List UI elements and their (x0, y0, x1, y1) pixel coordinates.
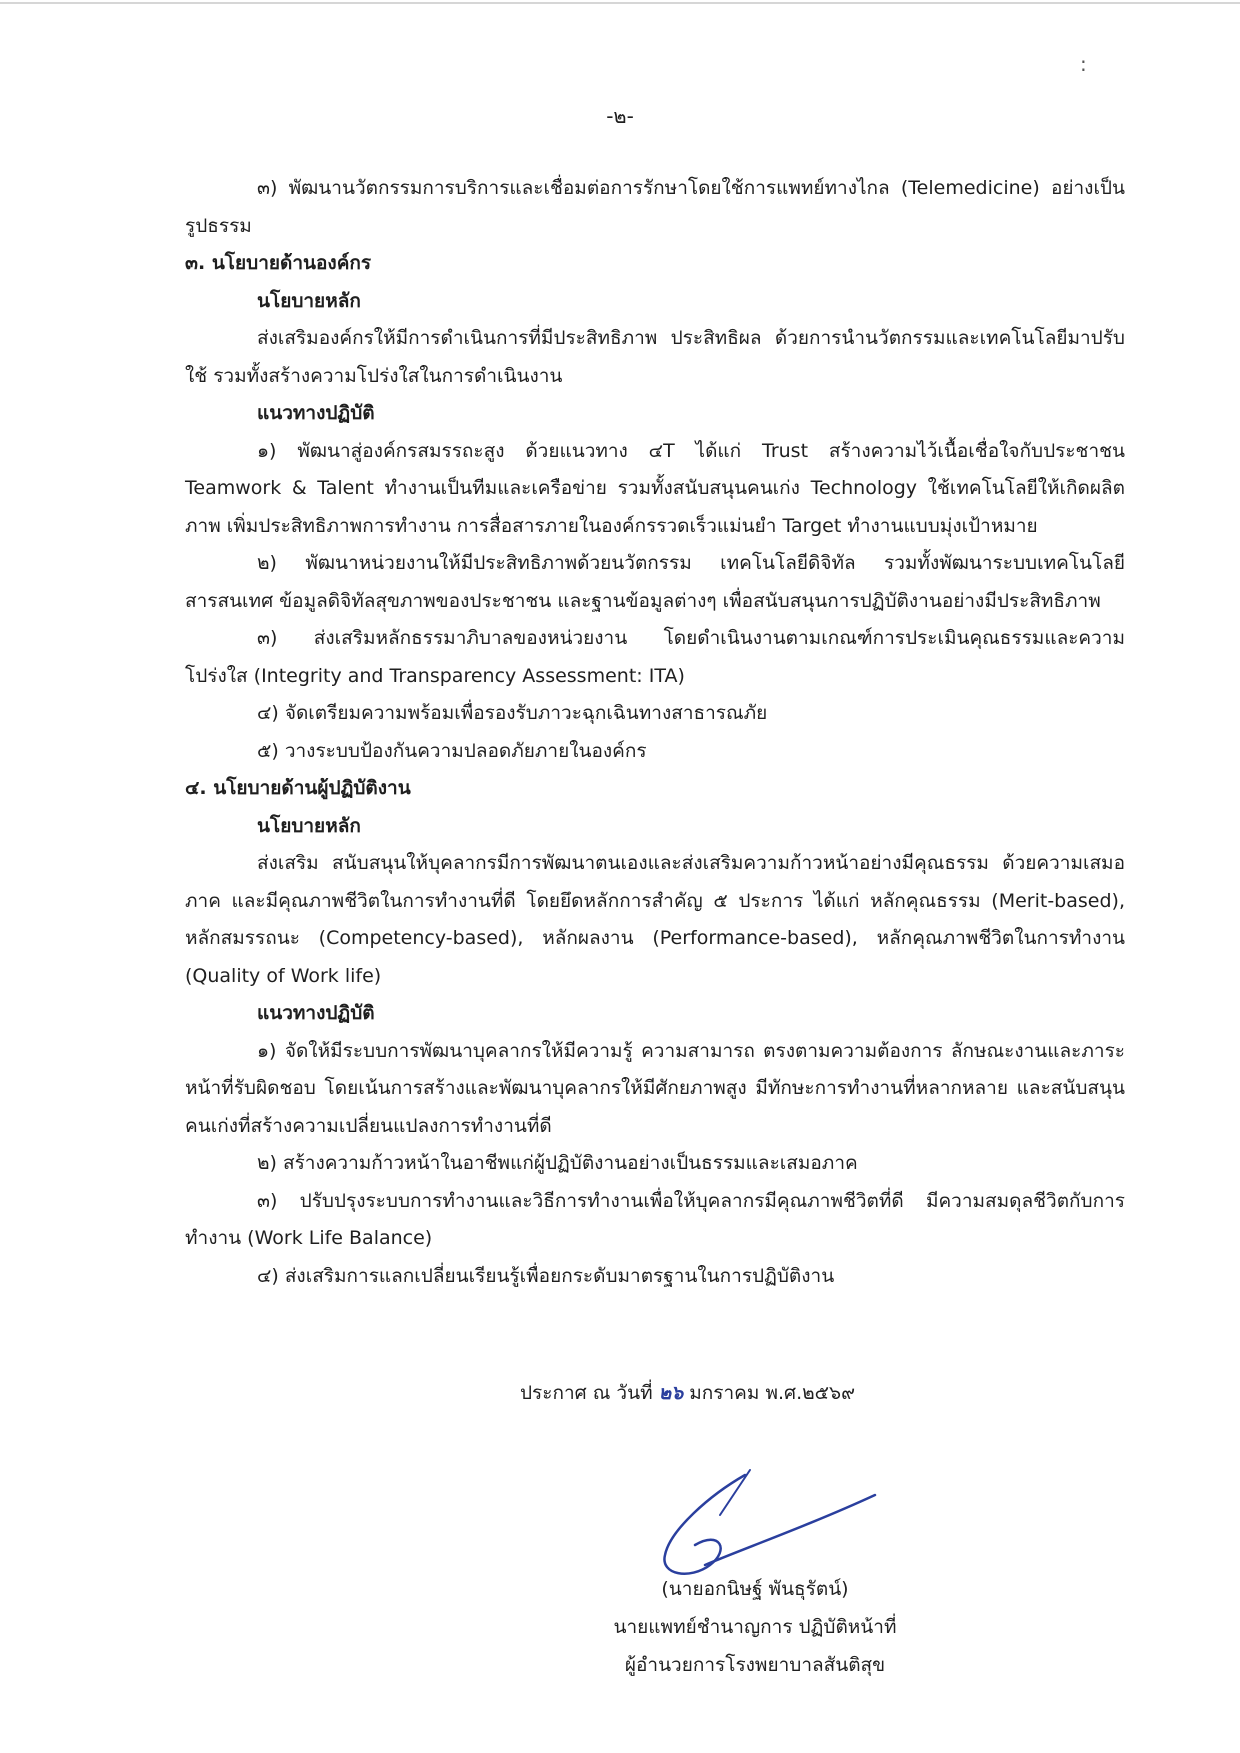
section-heading: นโยบายหลัก (257, 814, 361, 837)
paragraph: ๓) ปรับปรุงระบบการทำงานและวิธีการทำงานเพื่อให้บุคลากรมีคุณภาพชีวิตที่ดี มีความสมดุลชีวิตกับการทำงาน (Work Life Balance) (185, 1189, 1125, 1249)
section-heading: นโยบายหลัก (257, 289, 361, 312)
signer-name: (นายอกนิษฐ์ พันธุรัตน์) (661, 1578, 849, 1600)
paragraph: ๑) พัฒนาสู่องค์กรสมรรถะสูง ด้วยแนวทาง ๔T ได้แก่ Trust สร้างความไว้เนื้อเชื่อใจกับประชาชน Teamwork & Talent ทำงานเป็นทีมและเครือข่าย รวมทั้งสนับสนุนคนเก่ง Technology ใช้เทคโนโลยีให้เกิดผลิตภาพ เพิ่มประสิทธิภาพการทำงาน การสื่อสารภายในองค์กรรวดเร็วแม่นยำ Target ทำงานแบบมุ่งเป้าหมาย (185, 439, 1125, 537)
paragraph: ส่งเสริม สนับสนุนให้บุคลากรมีการพัฒนาตนเองและส่งเสริมความก้าวหน้าอย่างมีคุณธรรม ด้วยความเสมอภาค และมีคุณภาพชีวิตในการทำงานที่ดี โดยยึดหลักการสำคัญ ๕ ประการ ได้แก่ หลักคุณธรรม (Merit-based), หลักสมรรถนะ (Competency-based), หลักผลงาน (Performance-based), หลักคุณภาพชีวิตในการทำงาน (Quality of Work life) (185, 852, 1125, 987)
paragraph: ๔) จัดเตรียมความพร้อมเพื่อรองรับภาวะฉุกเฉินทางสาธารณภัย (257, 702, 768, 724)
paragraph: ๓) พัฒนานวัตกรรมการบริการและเชื่อมต่อการรักษาโดยใช้การแพทย์ทางไกล (Telemedicine) อย่างเป็นรูปธรรม (185, 177, 1125, 237)
announcement-line (520, 1378, 855, 1408)
announcement-day: ๒๖ (658, 1382, 684, 1404)
paragraph: ๔) ส่งเสริมการแลกเปลี่ยนเรียนรู้เพื่อยกระดับมาตรฐานในการปฏิบัติงาน (257, 1264, 835, 1287)
paragraph: ๑) จัดให้มีระบบการพัฒนาบุคลากรให้มีความรู้ ความสามารถ ตรงตามความต้องการ ลักษณะงานและภาระหน้าที่รับผิดชอบ โดยเน้นการสร้างและพัฒนาบุคลากรให้มีศักยภาพสูง มีทักษะการทำงานที่หลากหลาย และสนับสนุนคนเก่งที่สร้างความเปลี่ยนแปลงการทำงานที่ดี (185, 1039, 1125, 1137)
page-number: -๒- (606, 104, 634, 128)
announcement-suffix: มกราคม พ.ศ.๒๕๖๙ (689, 1382, 856, 1404)
signer-position: นายแพทย์ชำนาญการ ปฏิบัติหน้าที่ (613, 1616, 897, 1638)
paragraph: ๒) สร้างความก้าวหน้าในอาชีพแก่ผู้ปฏิบัติงานอย่างเป็นธรรมและเสมอภาค (257, 1152, 858, 1174)
paragraph: ๒) พัฒนาหน่วยงานให้มีประสิทธิภาพด้วยนวัตกรรม เทคโนโลยีดิจิทัล รวมทั้งพัฒนาระบบเทคโนโลยีสารสนเทศ ข้อมูลดิจิทัลสุขภาพของประชาชน และฐานข้อมูลต่างๆ เพื่อสนับสนุนการปฏิบัติงานอย่างมีประสิทธิภาพ (185, 552, 1125, 612)
section-heading: ๔. นโยบายด้านผู้ปฏิบัติงาน (185, 777, 411, 799)
paragraph: ส่งเสริมองค์กรให้มีการดำเนินการที่มีประสิทธิภาพ ประสิทธิผล ด้วยการนำนวัตกรรมและเทคโนโลยีมาปรับใช้ รวมทั้งสร้างความโปร่งใสในการดำเนินงาน (185, 327, 1125, 387)
corner-mark: : (1080, 52, 1087, 76)
paragraph: ๓) ส่งเสริมหลักธรรมาภิบาลของหน่วยงาน โดยดำเนินงานตามเกณฑ์การประเมินคุณธรรมและความโปร่งใส (Integrity and Transparency Assessment: ITA) (185, 627, 1125, 687)
signature-block (560, 1570, 950, 1684)
section-heading: ๓. นโยบายด้านองค์กร (185, 252, 372, 274)
signer-title: ผู้อำนวยการโรงพยาบาลสันติสุข (624, 1654, 886, 1676)
document-body (185, 170, 1125, 1295)
scan-top-border (0, 2, 1240, 4)
announcement-prefix: ประกาศ ณ วันที่ (520, 1382, 653, 1404)
paragraph: ๕) วางระบบป้องกันความปลอดภัยภายในองค์กร (257, 739, 647, 762)
section-heading: แนวทางปฏิบัติ (257, 402, 375, 424)
section-heading: แนวทางปฏิบัติ (257, 1002, 375, 1024)
